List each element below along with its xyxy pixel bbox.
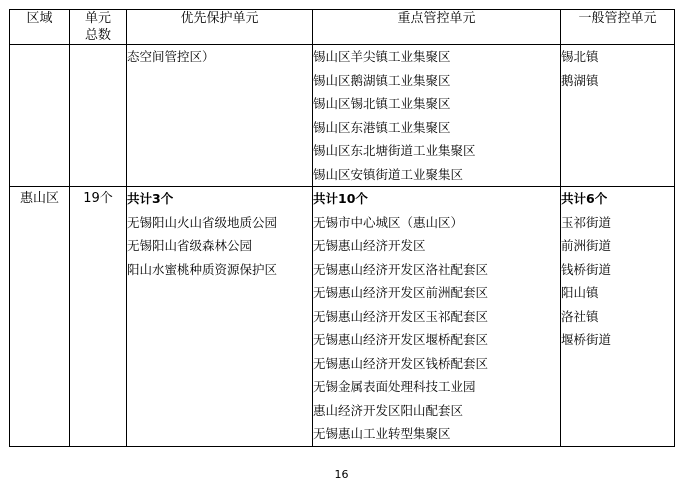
list-item: 洛社镇 — [561, 308, 599, 324]
environment-control-units-table — [9, 9, 675, 447]
table-header-row — [10, 10, 675, 45]
list-item: 锡山区安镇街道工业聚集区 — [313, 166, 464, 182]
cell-key-control-huishan — [313, 187, 561, 447]
list-item: 阳山镇 — [561, 285, 599, 300]
list-item: 无锡阳山火山省级地质公园 — [127, 214, 278, 230]
table-row — [10, 45, 675, 187]
list-item: 无锡市中心城区（惠山区） — [313, 214, 464, 230]
list-item: 惠山经济开发区阳山配套区 — [313, 402, 464, 418]
column-header-general-control: 一般管控单元 — [561, 10, 675, 45]
cell-region-continued — [10, 45, 70, 187]
list-item: 鹅湖镇 — [561, 72, 599, 88]
table-row — [10, 187, 675, 447]
list-title: 共计6个 — [561, 191, 608, 206]
list-title: 共计10个 — [313, 191, 368, 206]
column-header-total — [70, 10, 127, 45]
column-header-total-line2: 总数 — [84, 28, 111, 43]
column-header-key-control: 重点管控单元 — [313, 10, 561, 45]
list-item: 无锡惠山经济开发区堰桥配套区 — [313, 332, 489, 347]
cell-priority-huishan — [127, 187, 313, 447]
page-number: 16 — [334, 468, 349, 481]
column-header-total-line1: 单元 — [84, 11, 111, 26]
list-item: 无锡金属表面处理科技工业园 — [313, 379, 476, 394]
table-header — [10, 10, 675, 45]
list-item: 无锡惠山工业转型集聚区 — [313, 426, 451, 441]
list-item: 态空间管控区） — [127, 49, 215, 64]
table-body — [10, 45, 675, 447]
cell-total-continued — [70, 45, 127, 187]
cell-region-huishan: 惠山区 — [10, 187, 70, 447]
list-item: 锡山区东北塘街道工业集聚区 — [313, 143, 476, 158]
list-item: 阳山水蜜桃种质资源保护区 — [127, 261, 278, 277]
list-item: 锡山区东港镇工业集聚区 — [313, 119, 451, 135]
cell-key-control-continued — [313, 45, 561, 187]
list-title: 共计3个 — [127, 191, 174, 206]
cell-priority-continued — [127, 45, 313, 187]
cell-total-huishan: 19个 — [70, 187, 127, 447]
list-item: 无锡惠山经济开发区玉祁配套区 — [313, 308, 489, 324]
column-header-region: 区域 — [10, 10, 70, 45]
list-item: 锡山区羊尖镇工业集聚区 — [313, 49, 451, 64]
list-item: 玉祁街道 — [561, 214, 612, 230]
list-item: 无锡惠山经济开发区洛社配套区 — [313, 261, 489, 277]
list-item: 无锡惠山经济开发区钱桥配套区 — [313, 355, 489, 371]
list-item: 锡山区锡北镇工业集聚区 — [313, 96, 451, 111]
list-item: 钱桥街道 — [561, 261, 612, 277]
list-item: 锡山区鹅湖镇工业集聚区 — [313, 72, 451, 88]
cell-general-control-huishan — [561, 187, 675, 447]
list-item: 前洲街道 — [561, 238, 612, 253]
cell-general-control-continued — [561, 45, 675, 187]
list-item: 锡北镇 — [561, 49, 599, 64]
list-item: 无锡阳山省级森林公园 — [127, 238, 253, 253]
column-header-priority-protection: 优先保护单元 — [127, 10, 313, 45]
list-item: 堰桥街道 — [561, 332, 612, 347]
list-item: 无锡惠山经济开发区 — [313, 238, 426, 253]
list-item: 无锡惠山经济开发区前洲配套区 — [313, 285, 489, 300]
